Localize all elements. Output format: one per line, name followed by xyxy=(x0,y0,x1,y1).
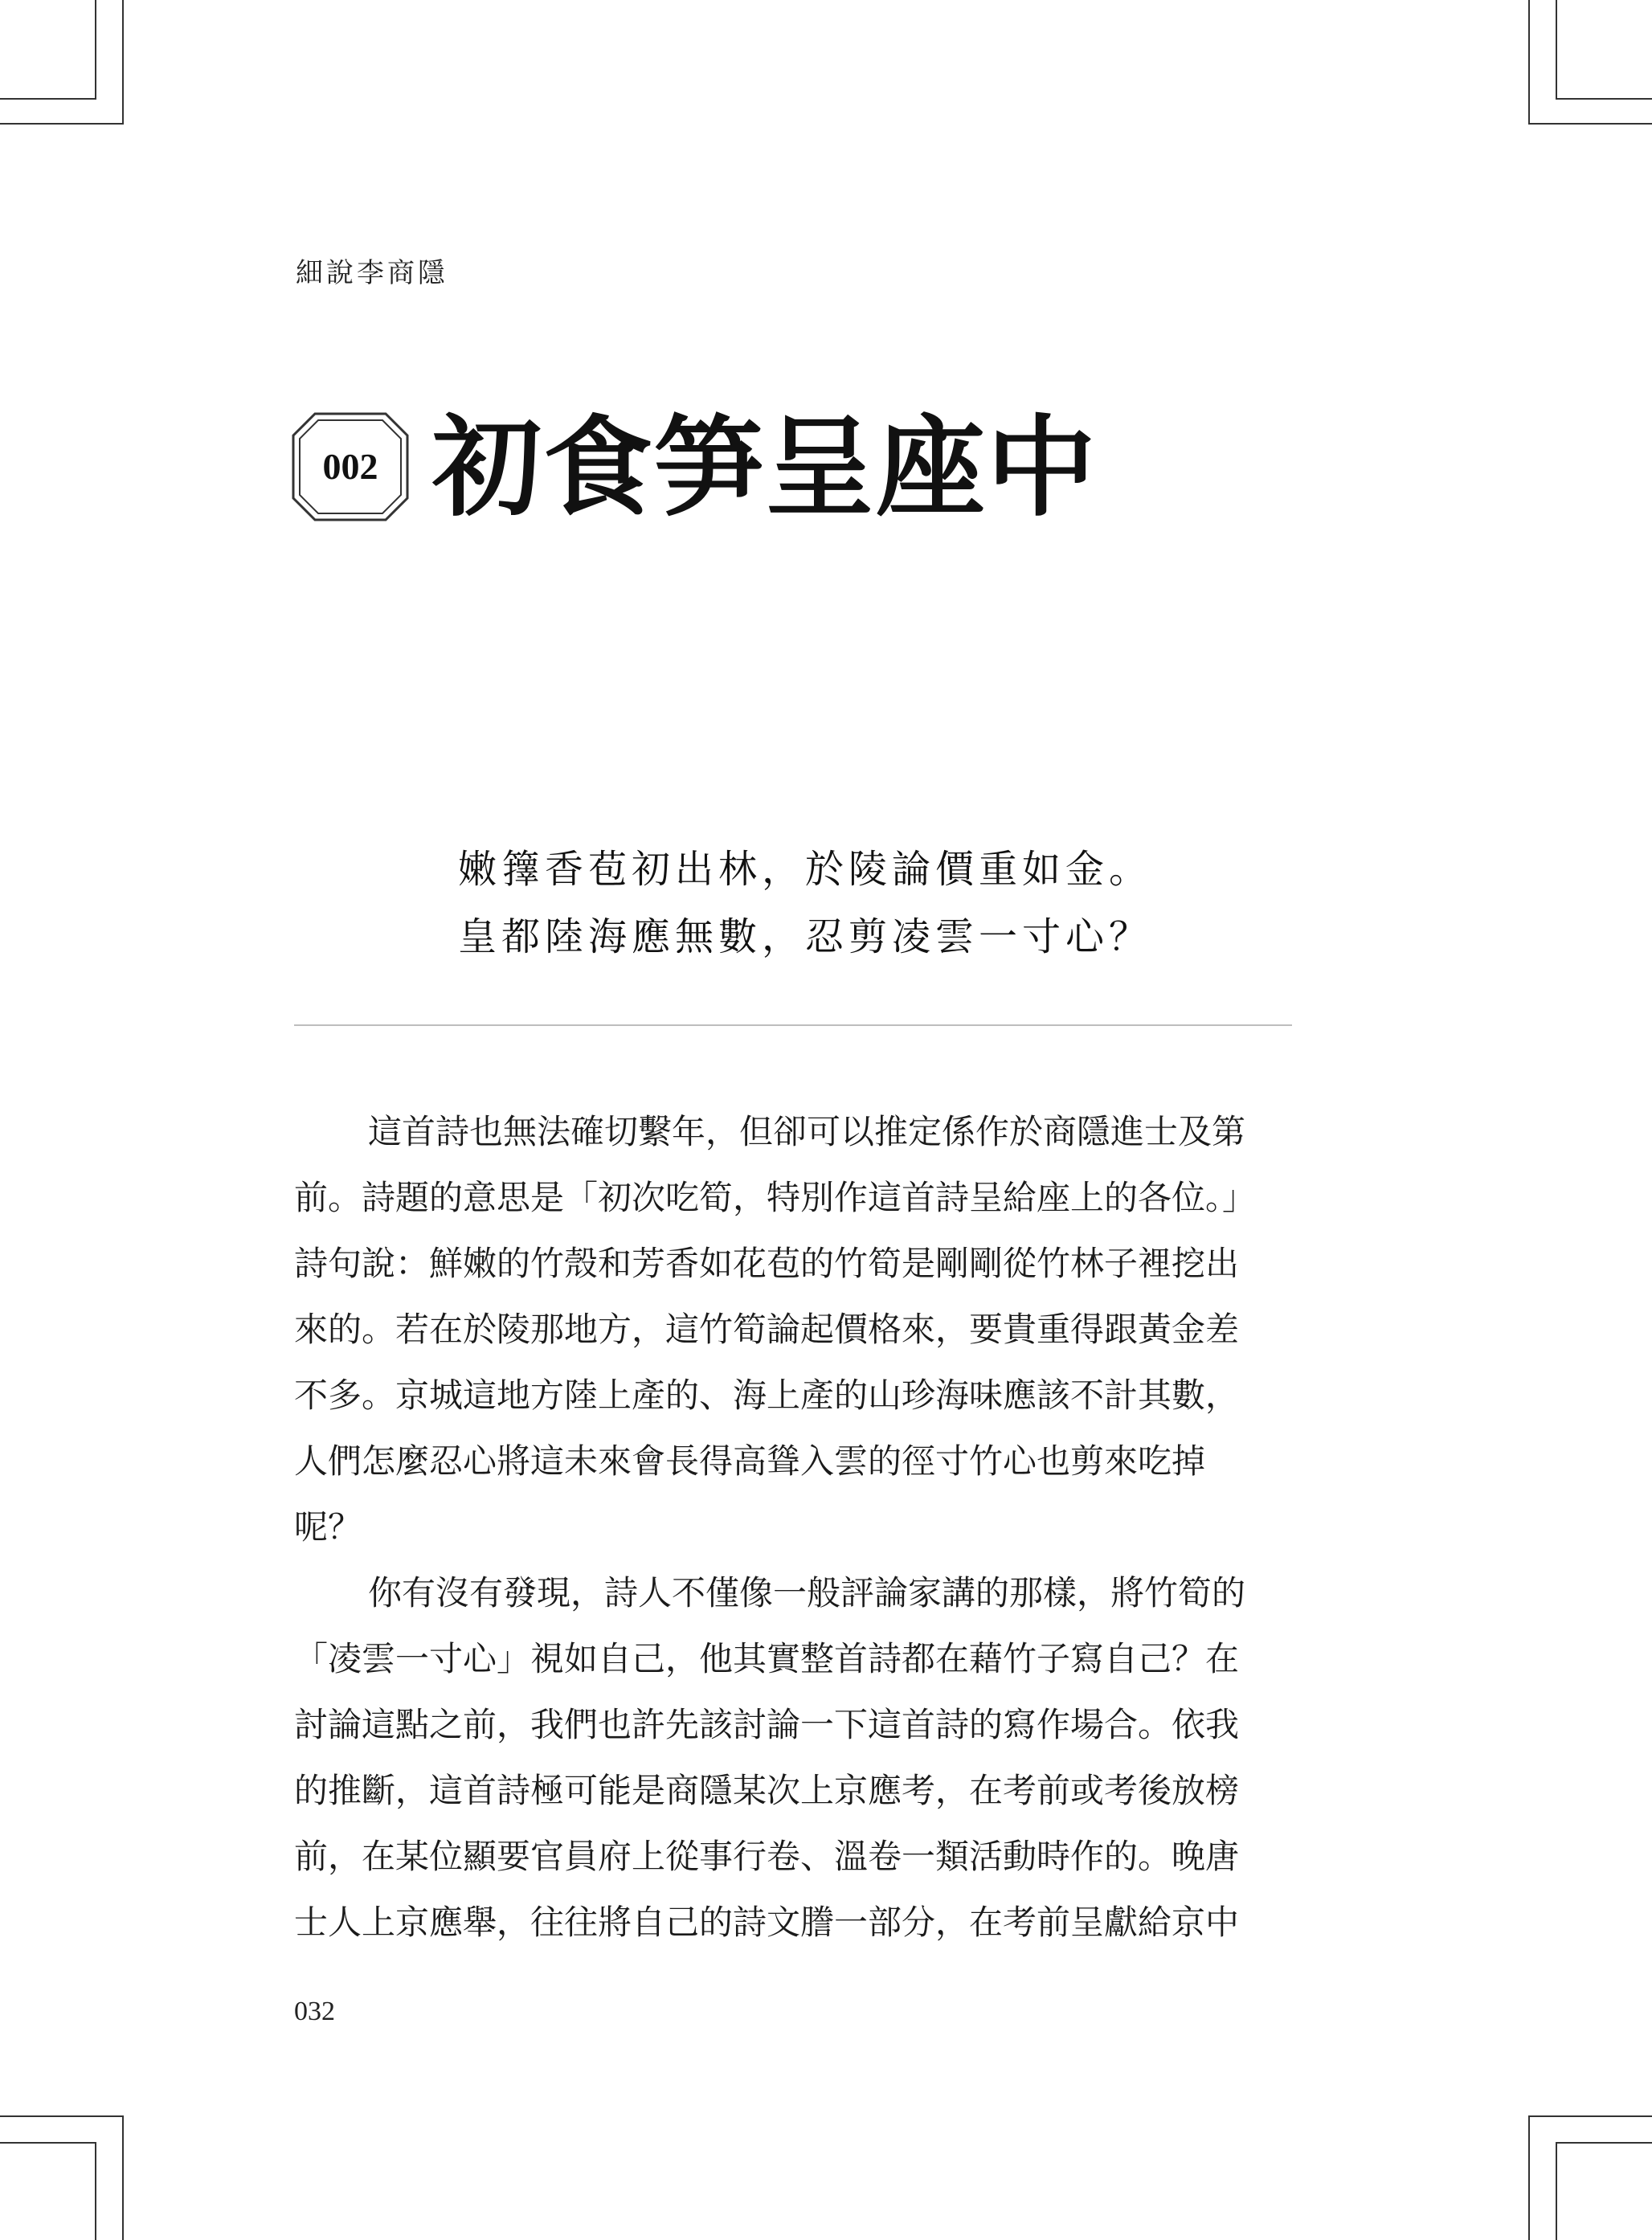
crop-mark-top-left-vertical xyxy=(95,0,96,98)
crop-mark-top-right-horizontal xyxy=(1556,98,1652,100)
crop-mark-bottom-left-vertical xyxy=(95,2142,96,2240)
crop-mark-top-right-horizontal-inner xyxy=(1528,123,1652,125)
crop-mark-top-left-vertical-inner xyxy=(122,0,124,125)
page-number: 032 xyxy=(294,1997,335,2026)
poem-line: 皇都陸海應無數，忍剪凌雲一寸心？ xyxy=(458,914,1153,959)
crop-mark-top-right-vertical-inner xyxy=(1528,0,1530,125)
crop-mark-top-right-vertical xyxy=(1556,0,1557,98)
body-line: 來的。若在於陵那地方，這竹筍論起價格來，要貴重得跟黃金差 xyxy=(294,1310,1240,1349)
chapter-number-badge xyxy=(291,411,410,522)
crop-mark-bottom-right-vertical xyxy=(1556,2142,1557,2240)
body-line: 詩句說：鮮嫩的竹殼和芳香如花苞的竹筍是剛剛從竹林子裡挖出 xyxy=(294,1244,1240,1283)
body-line: 你有沒有發現，詩人不僅像一般評論家講的那樣，將竹筍的 xyxy=(368,1573,1246,1613)
body-line: 呢？ xyxy=(294,1507,362,1547)
body-line: 不多。京城這地方陸上產的、海上產的山珍海味應該不計其數， xyxy=(294,1375,1240,1415)
crop-mark-bottom-right-vertical-inner xyxy=(1528,2115,1530,2240)
body-line: 前。詩題的意思是「初次吃筍，特別作這首詩呈給座上的各位。」 xyxy=(294,1178,1257,1217)
crop-mark-top-left-horizontal-inner xyxy=(0,123,124,125)
body-line: 前，在某位顯要官員府上從事行卷、溫卷一類活動時作的。晚唐 xyxy=(294,1837,1240,1876)
chapter-number: 002 xyxy=(322,446,378,487)
crop-mark-top-left-horizontal xyxy=(0,98,96,100)
poem-line: 嫩籜香苞初出林，於陵論價重如金。 xyxy=(458,847,1153,892)
poem xyxy=(458,836,1152,971)
crop-mark-bottom-left-horizontal xyxy=(0,2142,96,2144)
chapter-title: 初食笋呈座中 xyxy=(432,403,1098,532)
crop-mark-bottom-left-vertical-inner xyxy=(122,2115,124,2240)
crop-mark-bottom-right-horizontal-inner xyxy=(1528,2115,1652,2117)
body-line: 士人上京應舉，往往將自己的詩文謄一部分，在考前呈獻給京中 xyxy=(294,1903,1240,1942)
body-line: 這首詩也無法確切繫年，但卻可以推定係作於商隱進士及第 xyxy=(368,1112,1246,1151)
section-divider xyxy=(294,1024,1292,1026)
body-line: 人們怎麼忍心將這未來會長得高聳入雲的徑寸竹心也剪來吃掉 xyxy=(294,1441,1206,1481)
crop-mark-bottom-right-horizontal xyxy=(1556,2142,1652,2144)
body-text xyxy=(294,1099,1298,1956)
crop-mark-bottom-left-horizontal-inner xyxy=(0,2115,124,2117)
running-header: 細說李商隱 xyxy=(296,257,448,289)
body-line: 討論這點之前，我們也許先該討論一下這首詩的寫作場合。依我 xyxy=(294,1705,1240,1744)
body-line: 的推斷，這首詩極可能是商隱某次上京應考，在考前或考後放榜 xyxy=(294,1771,1240,1810)
body-line: 「凌雲一寸心」視如自己，他其實整首詩都在藉竹子寫自己？在 xyxy=(294,1639,1240,1678)
